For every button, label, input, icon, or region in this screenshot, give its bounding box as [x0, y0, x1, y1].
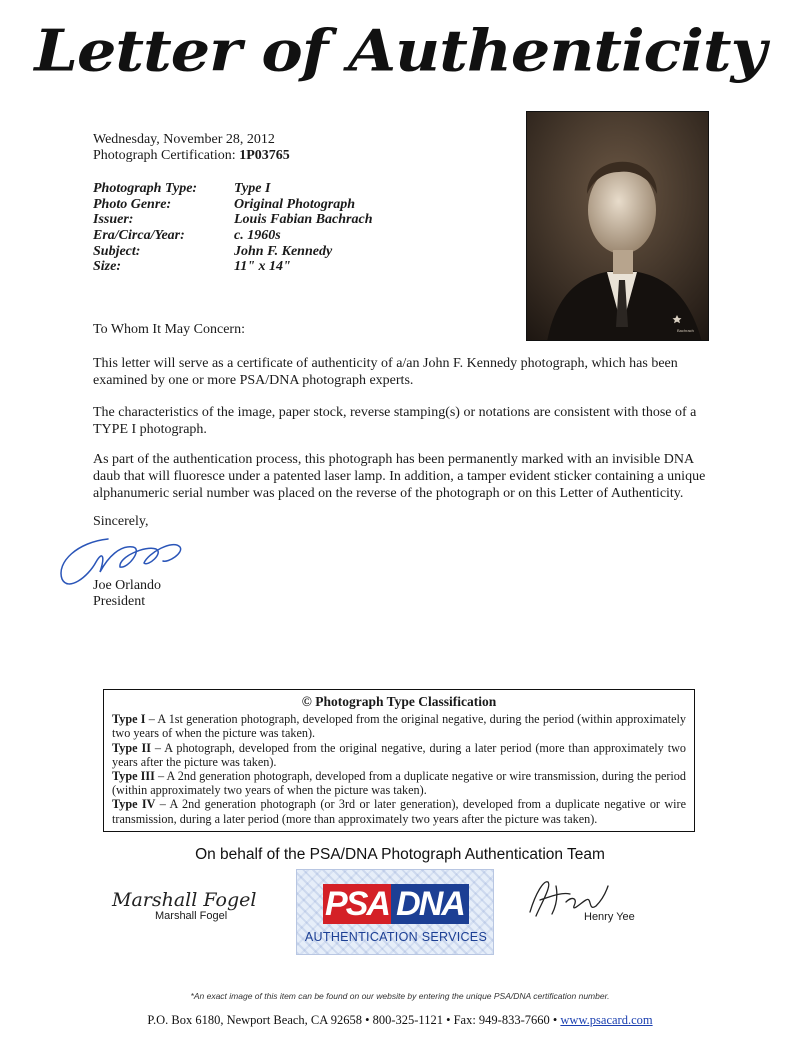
signer-title: President [93, 594, 146, 609]
detail-label: Photograph Type: [93, 180, 198, 196]
classification-type: Type II [112, 740, 151, 755]
psa-dna-logo [323, 884, 469, 924]
classification-text: – A photograph, developed from the original negative, during a later period (more than approximately two years after the picture was taken). [112, 740, 686, 769]
detail-value: Original Photograph [234, 196, 355, 212]
seal-caption: AUTHENTICATION SERVICES [304, 930, 488, 944]
fogel-name: Marshall Fogel [155, 910, 228, 922]
detail-row-size [93, 259, 372, 275]
detail-label: Era/Circa/Year: [93, 227, 185, 243]
letter-date: Wednesday, November 28, 2012 [93, 132, 275, 147]
letter-title: Letter of Authenticity [34, 16, 766, 85]
detail-label: Subject: [93, 243, 141, 259]
detail-row-genre [93, 197, 372, 213]
detail-label: Size: [93, 259, 121, 275]
cert-label: Photograph Certification: [93, 148, 236, 163]
detail-value: John F. Kennedy [234, 243, 333, 259]
fogel-signature-text: Marshall Fogel [112, 889, 257, 911]
classification-item [112, 769, 686, 797]
classification-item [112, 741, 686, 769]
paragraph-dna-process: As part of the authentication process, this photograph has been permanently marked with an invisible DNA daub that will fluoresce under a patented laser lamp. In addition, a tamper evident sticker containing a unique alphanumeric serial number was placed on the reverse of the photograph or on this Letter of Authenticity. [93, 452, 706, 501]
detail-value: 11" x 14" [234, 259, 291, 275]
type-classification-box [103, 689, 695, 832]
detail-row-era [93, 228, 372, 244]
detail-label: Photo Genre: [93, 196, 172, 212]
psa-dna-seal [296, 869, 494, 955]
closing: Sincerely, [93, 514, 149, 529]
detail-row-type [93, 181, 372, 197]
cert-number: 1P03765 [239, 148, 290, 163]
detail-label: Issuer: [93, 212, 134, 228]
classification-type: Type IV [112, 797, 156, 812]
detail-value: Type I [234, 180, 271, 196]
dna-logo-text: DNA [391, 884, 469, 924]
classification-text: – A 2nd generation photograph, developed from a duplicate negative or wire transmission, during the period (within approximately two years of when the picture was taken). [112, 769, 686, 798]
classification-type: Type III [112, 769, 155, 784]
detail-value: c. 1960s [234, 227, 281, 243]
address-text: P.O. Box 6180, Newport Beach, CA 92658 • 800-325-1121 • Fax: 949-833-7660 • [147, 1013, 561, 1027]
footer-address [0, 1013, 800, 1028]
svg-text:Bachrach: Bachrach [677, 328, 694, 333]
portrait-photo [526, 111, 709, 341]
classification-text: – A 2nd generation photograph (or 3rd or later generation), developed from a duplicate negative or wire transmission, during a later period (more than approximately two years after the picture was taken). [112, 797, 686, 826]
team-heading: On behalf of the PSA/DNA Photograph Authentication Team [195, 846, 605, 863]
certification-line [93, 148, 290, 164]
classification-type: Type I [112, 712, 146, 727]
paragraph-certificate: This letter will serve as a certificate of authenticity of a/an John F. Kennedy photograph, which has been examined by one or more PSA/DNA photograph experts. [93, 356, 678, 388]
signer-name: Joe Orlando [93, 578, 162, 593]
salutation: To Whom It May Concern: [93, 322, 245, 337]
classification-title: © Photograph Type Classification [301, 694, 497, 709]
yee-name: Henry Yee [584, 911, 635, 923]
photo-details [93, 181, 372, 275]
website-link[interactable]: www.psacard.com [560, 1013, 653, 1027]
classification-item [112, 797, 686, 825]
detail-row-subject [93, 244, 372, 260]
classification-text: – A 1st generation photograph, developed from the original negative, during the period (within approximately two years of when the picture was taken). [112, 712, 687, 741]
detail-row-issuer [93, 212, 372, 228]
paragraph-characteristics: The characteristics of the image, paper stock, reverse stamping(s) or notations are consistent with those of a TYPE I photograph. [93, 405, 697, 437]
psa-logo-text: PSA [323, 884, 391, 924]
footnote: *An exact image of this item can be found on our website by entering the unique PSA/DNA certification number. [190, 991, 610, 1001]
detail-value: Louis Fabian Bachrach [234, 212, 373, 228]
classification-item [112, 712, 686, 740]
